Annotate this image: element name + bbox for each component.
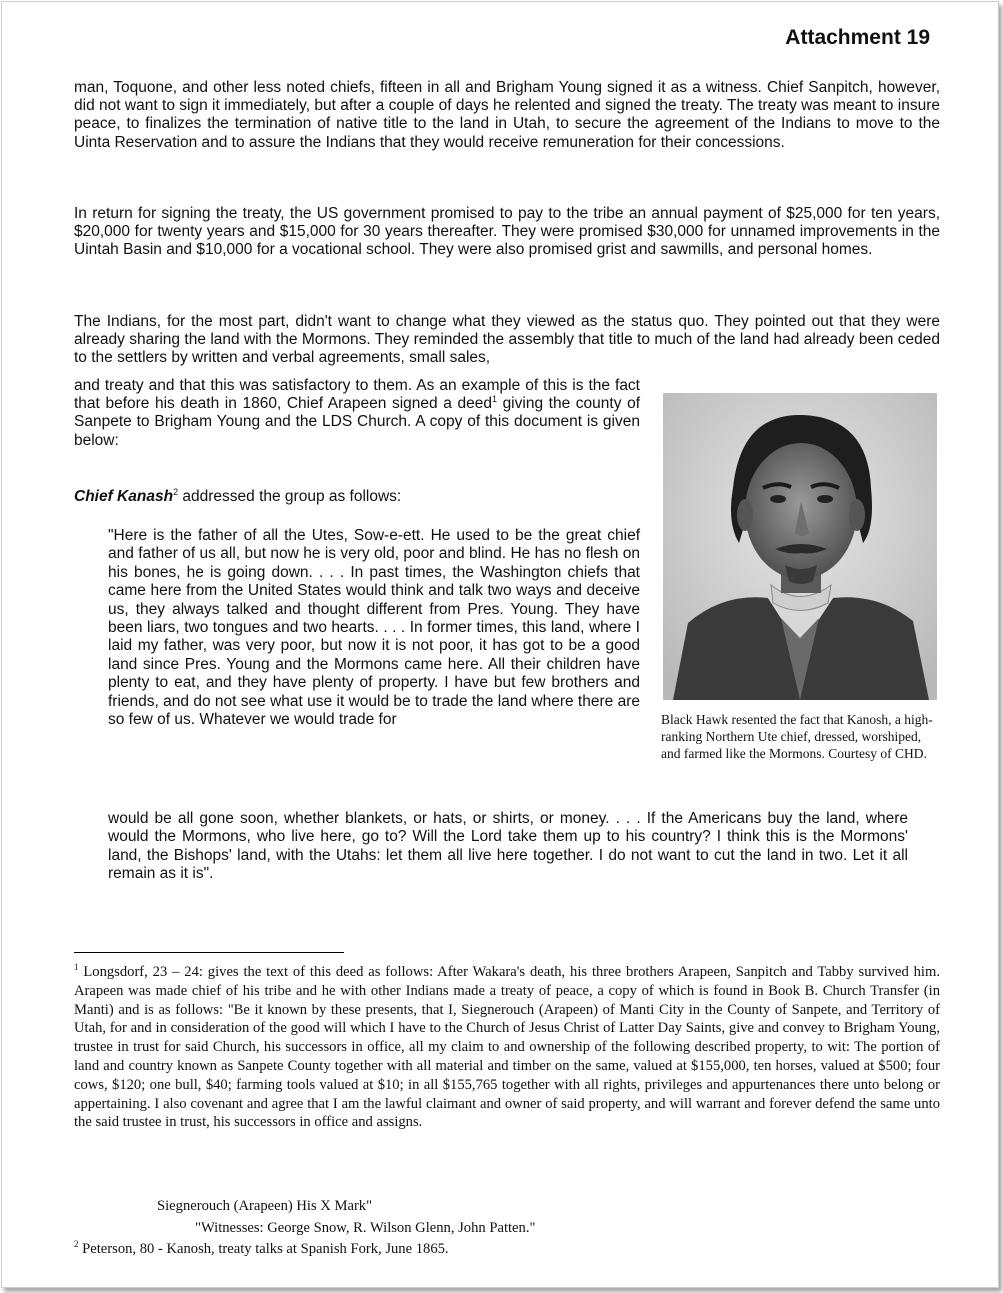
quote-intro: Chief Kanash$^2$ addressed the group as follows: xyxy=(74,486,402,505)
footnote-divider xyxy=(74,952,344,953)
footnote-ref-1: 1 xyxy=(491,394,497,405)
paragraph-status-quo: The Indians, for the most part, didn't want to change what they viewed as the status quo. They pointed out that they were already sharing the land with the Mormons. They reminded the assembly that title to much of the land had already been ceded to the settlers by written and verbal agreements, small sales, xyxy=(74,313,940,367)
paragraph-treaty-payments: In return for signing the treaty, the US government promised to pay to the tribe an annual payment of $25,000 for ten years, $20,000 for twenty years and $15,000 for 30 years thereafter. They were promised $30,000 for unnamed improvements in the Uintah Basin and $10,000 for a vocational school. They were also promised grist and sawmills, and personal homes. xyxy=(74,205,940,259)
footnote-ref-2: 2 xyxy=(173,486,179,497)
kanosh-quote-part1: "Here is the father of all the Utes, Sow-e-ett. He used to be the great chief and father of us all, but now he is very old, poor and blind. He has no flesh on his bones, he is going down. . . . In past times, the Washington chiefs that came here from the United States would think and talk two ways and deceive us, they always talked and thought different from Pres. Young. They have been liars, two tongues and two hearts. . . . In former times, this land, where I laid my father, was very poor, but now it is not poor, it has got to be a good land since Pres. Young and the Mormons came here. All their children have plenty to eat, and they have plenty of property. I have but few brothers and friends, and do not see what use it would be to trade the land where there are so few of us. Whatever we would trade for xyxy=(108,527,640,729)
photo-caption: Black Hawk resented the fact that Kanosh, a high-ranking Northern Ute chief, dressed, worshiped, and farmed like the Mormons. Courtesy of CHD. xyxy=(661,712,933,761)
footnote-2: $^2$ Peterson, 80 - Kanosh, treaty talks at Spanish Fork, June 1865. xyxy=(74,1239,449,1257)
kanosh-quote-part2: would be all gone soon, whether blankets, or hats, or shirts, or money. . . . If the Americans buy the land, where would the Mormons, who live here, go to? Will the Lord take them up to his country? I think this is the Mormons' land, the Bishops' land, with the Utahs: let them all live here together. I do not want to cut the land in two. Let it all remain as it is". xyxy=(108,810,908,883)
page-heading: Attachment 19 xyxy=(785,26,930,49)
page xyxy=(1,1,999,1288)
paragraph-treaty-signing: man, Toquone, and other less noted chiefs, fifteen in all and Brigham Young signed it as a witness. Chief Sanpitch, however, did not want to sign it immediately, but after a couple of days he relented and signed the treaty. The treaty was meant to insure peace, to finalizes the termination of native title to the land in Utah, to secure the agreement of the Indians to move to the Uinta Reservation and to assure the Indians that they would receive remuneration for their concessions. xyxy=(74,79,940,151)
speaker-name: Chief Kanash xyxy=(74,488,174,505)
footnote-1-witnesses: "Witnesses: George Snow, R. Wilson Glenn, John Patten." xyxy=(195,1220,536,1236)
footnote-1: $^1$ Longsdorf, 23 – 24: gives the text of this deed as follows: After Wakara's death, his three brothers Arapeen, Sanpitch and Tabby survived him. Arapeen was made chief of his tribe and he with other Indians made a treaty of peace, a copy of which is found in Book B. Church Transfer (in Manti) and is as follows: "Be it known by these presents, that I, Siegnerouch (Arapeen) of Manti City in the County of Sanpete, and Territory of Utah, for and in consideration of the good will which I have to the Church of Jesus Christ of Latter Day Saints, give and convey to Brigham Young, trustee in trust for said Church, his successors in office, all my claim to and ownership of the following described property, to wit: The portion of land and country known as Sanpete County together with all material and timber on the same, valued at $155,000, ten horses, valued at $500; four cows, $120; one bull, $40; farming tools valued at $10; in all $155,765 together with all rights, privileges and appurtenances there unto belong or appertaining. I also covenant and agree that I am the lawful claimant and owner of said property, and will warrant and forever defend the same unto the said trustee in trust, his successors in office and assigns. xyxy=(74,962,940,1131)
paragraph-arapeen-deed: and treaty and that this was satisfactory to them. As an example of this is the fact that before his death in 1860, Chief Arapeen signed a deed$^1$ giving the county of Sanpete to Brigham Young and the LDS Church. A copy of this document is given below: xyxy=(74,377,640,449)
footnote-1-signature: Siegnerouch (Arapeen) His X Mark" xyxy=(157,1198,373,1214)
portrait-photo xyxy=(663,393,937,700)
